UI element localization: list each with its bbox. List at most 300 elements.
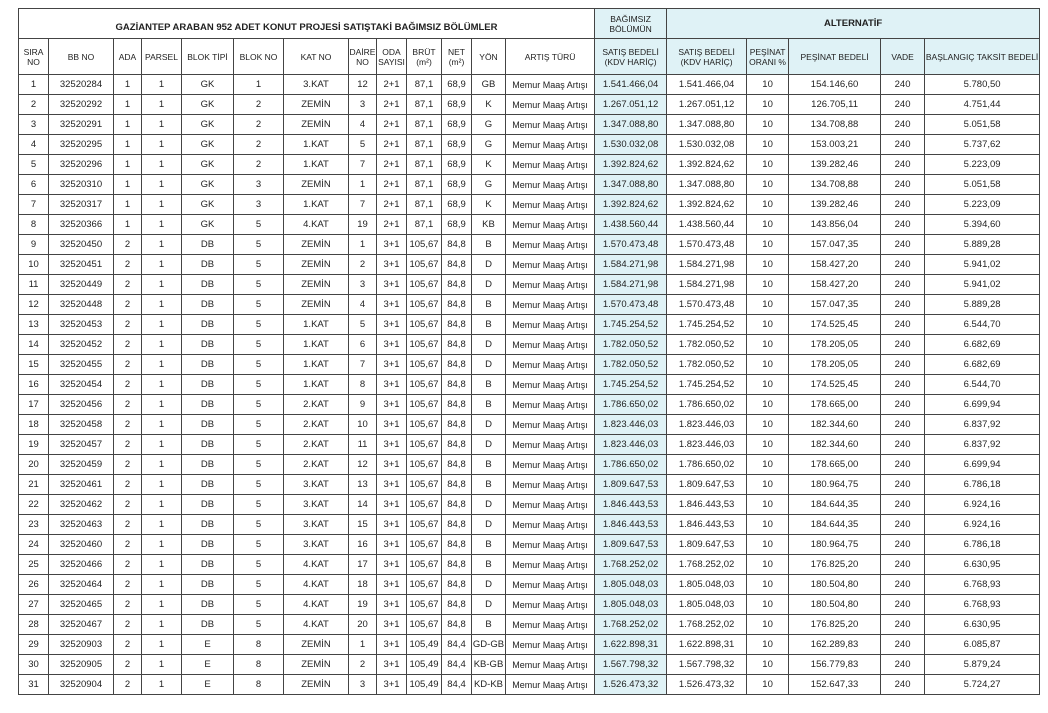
cell-pesinat-bedeli: 174.525,45: [789, 375, 881, 395]
cell-ada: 2: [114, 595, 142, 615]
cell-vade: 240: [881, 195, 925, 215]
cell-satis-bedeli: 1.745.254,52: [595, 375, 667, 395]
cell-bb-no: 32520905: [49, 655, 114, 675]
column-header-net: NET (m²): [442, 39, 472, 75]
cell-pesinat-bedeli: 182.344,60: [789, 415, 881, 435]
table-row: [19, 215, 1040, 235]
cell-bb-no: 32520457: [49, 435, 114, 455]
cell-ada: 1: [114, 135, 142, 155]
cell-sira-no: 4: [19, 135, 49, 155]
cell-kat-no: 1.KAT: [284, 135, 349, 155]
cell-yon: D: [472, 575, 506, 595]
cell-daire-no: 4: [349, 295, 377, 315]
cell-net: 84,8: [442, 335, 472, 355]
cell-yon: B: [472, 315, 506, 335]
cell-oda-sayisi: 3+1: [377, 435, 407, 455]
cell-yon: KB: [472, 215, 506, 235]
cell-blok-no: 5: [234, 495, 284, 515]
table-row: [19, 375, 1040, 395]
cell-blok-tipi: DB: [182, 415, 234, 435]
cell-baslangic-taksit: 6.544,70: [925, 375, 1040, 395]
alternative-header: ALTERNATİF: [667, 9, 1040, 39]
cell-blok-no: 8: [234, 675, 284, 695]
cell-baslangic-taksit: 4.751,44: [925, 95, 1040, 115]
cell-artis-turu: Memur Maaş Artışı: [506, 315, 595, 335]
cell-pesinat-orani: 10: [747, 335, 789, 355]
cell-artis-turu: Memur Maaş Artışı: [506, 155, 595, 175]
cell-daire-no: 1: [349, 235, 377, 255]
cell-ada: 2: [114, 495, 142, 515]
cell-blok-no: 5: [234, 535, 284, 555]
cell-parsel: 1: [142, 175, 182, 195]
cell-baslangic-taksit: 6.837,92: [925, 415, 1040, 435]
column-header-yon: YÖN: [472, 39, 506, 75]
cell-bb-no: 32520366: [49, 215, 114, 235]
cell-vade: 240: [881, 215, 925, 235]
cell-pesinat-orani: 10: [747, 595, 789, 615]
cell-satis-bedeli: 1.541.466,04: [595, 75, 667, 95]
cell-blok-tipi: GK: [182, 115, 234, 135]
table-row: [19, 615, 1040, 635]
cell-kat-no: 2.KAT: [284, 395, 349, 415]
cell-brut: 87,1: [407, 95, 442, 115]
cell-baslangic-taksit: 6.630,95: [925, 555, 1040, 575]
cell-baslangic-taksit: 6.837,92: [925, 435, 1040, 455]
cell-parsel: 1: [142, 335, 182, 355]
cell-daire-no: 3: [349, 675, 377, 695]
cell-vade: 240: [881, 435, 925, 455]
cell-pesinat-bedeli: 180.504,80: [789, 575, 881, 595]
cell-pesinat-orani: 10: [747, 95, 789, 115]
cell-daire-no: 2: [349, 255, 377, 275]
cell-brut: 105,67: [407, 415, 442, 435]
cell-satis-bedeli: 1.823.446,03: [595, 435, 667, 455]
cell-ada: 2: [114, 475, 142, 495]
cell-bb-no: 32520296: [49, 155, 114, 175]
cell-baslangic-taksit: 5.737,62: [925, 135, 1040, 155]
cell-blok-no: 3: [234, 195, 284, 215]
cell-alt-satis-bedeli: 1.745.254,52: [667, 315, 747, 335]
cell-yon: B: [472, 615, 506, 635]
cell-net: 84,8: [442, 535, 472, 555]
cell-brut: 105,67: [407, 295, 442, 315]
cell-satis-bedeli: 1.570.473,48: [595, 295, 667, 315]
cell-brut: 87,1: [407, 175, 442, 195]
cell-bb-no: 32520452: [49, 335, 114, 355]
cell-daire-no: 11: [349, 435, 377, 455]
cell-oda-sayisi: 2+1: [377, 215, 407, 235]
cell-satis-bedeli: 1.786.650,02: [595, 455, 667, 475]
cell-oda-sayisi: 3+1: [377, 255, 407, 275]
cell-net: 68,9: [442, 95, 472, 115]
cell-blok-tipi: DB: [182, 515, 234, 535]
cell-artis-turu: Memur Maaş Artışı: [506, 475, 595, 495]
cell-kat-no: ZEMİN: [284, 655, 349, 675]
cell-net: 68,9: [442, 215, 472, 235]
cell-satis-bedeli: 1.567.798,32: [595, 655, 667, 675]
cell-ada: 1: [114, 95, 142, 115]
cell-net: 68,9: [442, 115, 472, 135]
cell-bb-no: 32520458: [49, 415, 114, 435]
cell-kat-no: ZEMİN: [284, 115, 349, 135]
cell-brut: 105,67: [407, 575, 442, 595]
cell-artis-turu: Memur Maaş Artışı: [506, 355, 595, 375]
cell-ada: 1: [114, 215, 142, 235]
cell-net: 84,8: [442, 475, 472, 495]
cell-oda-sayisi: 3+1: [377, 675, 407, 695]
cell-blok-tipi: DB: [182, 295, 234, 315]
cell-oda-sayisi: 3+1: [377, 595, 407, 615]
cell-pesinat-orani: 10: [747, 535, 789, 555]
cell-brut: 105,67: [407, 235, 442, 255]
cell-pesinat-orani: 10: [747, 675, 789, 695]
cell-bb-no: 32520448: [49, 295, 114, 315]
table-row: [19, 175, 1040, 195]
cell-pesinat-orani: 10: [747, 255, 789, 275]
cell-bb-no: 32520465: [49, 595, 114, 615]
cell-bb-no: 32520455: [49, 355, 114, 375]
cell-brut: 105,67: [407, 455, 442, 475]
cell-vade: 240: [881, 295, 925, 315]
cell-pesinat-orani: 10: [747, 495, 789, 515]
cell-pesinat-bedeli: 176.825,20: [789, 615, 881, 635]
table-row: [19, 455, 1040, 475]
cell-vade: 240: [881, 375, 925, 395]
cell-brut: 87,1: [407, 135, 442, 155]
cell-baslangic-taksit: 6.630,95: [925, 615, 1040, 635]
cell-parsel: 1: [142, 555, 182, 575]
cell-pesinat-orani: 10: [747, 155, 789, 175]
cell-oda-sayisi: 3+1: [377, 495, 407, 515]
table-row: [19, 335, 1040, 355]
cell-blok-no: 5: [234, 555, 284, 575]
cell-blok-tipi: DB: [182, 495, 234, 515]
cell-baslangic-taksit: 6.699,94: [925, 455, 1040, 475]
table-row: [19, 435, 1040, 455]
cell-yon: KB-GB: [472, 655, 506, 675]
cell-bb-no: 32520295: [49, 135, 114, 155]
cell-daire-no: 19: [349, 215, 377, 235]
column-header-sira-no: SIRA NO: [19, 39, 49, 75]
table-row: [19, 415, 1040, 435]
cell-vade: 240: [881, 235, 925, 255]
cell-parsel: 1: [142, 615, 182, 635]
cell-pesinat-orani: 10: [747, 175, 789, 195]
cell-oda-sayisi: 3+1: [377, 615, 407, 635]
cell-vade: 240: [881, 515, 925, 535]
cell-ada: 2: [114, 315, 142, 335]
cell-pesinat-orani: 10: [747, 575, 789, 595]
cell-ada: 2: [114, 515, 142, 535]
cell-parsel: 1: [142, 395, 182, 415]
cell-satis-bedeli: 1.745.254,52: [595, 315, 667, 335]
cell-kat-no: 1.KAT: [284, 315, 349, 335]
cell-net: 84,4: [442, 635, 472, 655]
cell-kat-no: 2.KAT: [284, 415, 349, 435]
cell-sira-no: 28: [19, 615, 49, 635]
cell-artis-turu: Memur Maaş Artışı: [506, 415, 595, 435]
table-row: [19, 275, 1040, 295]
cell-pesinat-orani: 10: [747, 455, 789, 475]
table-row: [19, 555, 1040, 575]
cell-satis-bedeli: 1.768.252,02: [595, 615, 667, 635]
cell-pesinat-bedeli: 178.665,00: [789, 395, 881, 415]
cell-blok-no: 5: [234, 415, 284, 435]
cell-daire-no: 3: [349, 95, 377, 115]
cell-sira-no: 5: [19, 155, 49, 175]
cell-ada: 2: [114, 455, 142, 475]
cell-artis-turu: Memur Maaş Artışı: [506, 575, 595, 595]
cell-kat-no: 3.KAT: [284, 475, 349, 495]
cell-daire-no: 9: [349, 395, 377, 415]
cell-net: 84,8: [442, 415, 472, 435]
cell-satis-bedeli: 1.392.824,62: [595, 195, 667, 215]
cell-sira-no: 24: [19, 535, 49, 555]
cell-alt-satis-bedeli: 1.570.473,48: [667, 235, 747, 255]
cell-ada: 1: [114, 175, 142, 195]
cell-sira-no: 10: [19, 255, 49, 275]
cell-baslangic-taksit: 6.768,93: [925, 595, 1040, 615]
cell-bb-no: 32520467: [49, 615, 114, 635]
cell-pesinat-bedeli: 154.146,60: [789, 75, 881, 95]
cell-vade: 240: [881, 355, 925, 375]
cell-yon: B: [472, 375, 506, 395]
cell-artis-turu: Memur Maaş Artışı: [506, 335, 595, 355]
cell-baslangic-taksit: 6.924,16: [925, 515, 1040, 535]
cell-artis-turu: Memur Maaş Artışı: [506, 495, 595, 515]
cell-blok-no: 2: [234, 95, 284, 115]
cell-blok-no: 5: [234, 315, 284, 335]
cell-blok-no: 2: [234, 115, 284, 135]
cell-blok-no: 5: [234, 515, 284, 535]
cell-oda-sayisi: 3+1: [377, 295, 407, 315]
cell-pesinat-orani: 10: [747, 635, 789, 655]
cell-pesinat-bedeli: 139.282,46: [789, 195, 881, 215]
table-row: [19, 135, 1040, 155]
cell-bb-no: 32520291: [49, 115, 114, 135]
cell-pesinat-orani: 10: [747, 355, 789, 375]
independent-unit-header: BAĞIMSIZ BÖLÜMÜN: [595, 9, 667, 39]
cell-bb-no: 32520456: [49, 395, 114, 415]
cell-vade: 240: [881, 115, 925, 135]
cell-daire-no: 10: [349, 415, 377, 435]
cell-satis-bedeli: 1.584.271,98: [595, 275, 667, 295]
cell-ada: 1: [114, 75, 142, 95]
cell-parsel: 1: [142, 575, 182, 595]
cell-artis-turu: Memur Maaş Artışı: [506, 595, 595, 615]
cell-ada: 2: [114, 275, 142, 295]
cell-pesinat-bedeli: 184.644,35: [789, 515, 881, 535]
cell-sira-no: 18: [19, 415, 49, 435]
cell-daire-no: 16: [349, 535, 377, 555]
cell-parsel: 1: [142, 75, 182, 95]
cell-brut: 87,1: [407, 195, 442, 215]
cell-blok-no: 1: [234, 75, 284, 95]
cell-alt-satis-bedeli: 1.570.473,48: [667, 295, 747, 315]
cell-vade: 240: [881, 155, 925, 175]
cell-ada: 2: [114, 655, 142, 675]
column-header-kat-no: KAT NO: [284, 39, 349, 75]
table-row: [19, 355, 1040, 375]
cell-oda-sayisi: 2+1: [377, 175, 407, 195]
cell-daire-no: 8: [349, 375, 377, 395]
cell-blok-no: 5: [234, 335, 284, 355]
cell-pesinat-orani: 10: [747, 475, 789, 495]
cell-daire-no: 5: [349, 135, 377, 155]
cell-alt-satis-bedeli: 1.530.032,08: [667, 135, 747, 155]
cell-oda-sayisi: 3+1: [377, 655, 407, 675]
cell-daire-no: 6: [349, 335, 377, 355]
cell-pesinat-bedeli: 126.705,11: [789, 95, 881, 115]
cell-brut: 105,67: [407, 615, 442, 635]
cell-parsel: 1: [142, 115, 182, 135]
cell-kat-no: ZEMİN: [284, 255, 349, 275]
cell-artis-turu: Memur Maaş Artışı: [506, 455, 595, 475]
cell-alt-satis-bedeli: 1.347.088,80: [667, 175, 747, 195]
column-header-vade: VADE: [881, 39, 925, 75]
cell-net: 84,8: [442, 375, 472, 395]
cell-pesinat-bedeli: 178.205,05: [789, 335, 881, 355]
cell-sira-no: 13: [19, 315, 49, 335]
cell-blok-tipi: DB: [182, 395, 234, 415]
cell-net: 68,9: [442, 75, 472, 95]
cell-oda-sayisi: 2+1: [377, 135, 407, 155]
cell-pesinat-bedeli: 157.047,35: [789, 235, 881, 255]
cell-kat-no: 1.KAT: [284, 375, 349, 395]
column-header-bb-no: BB NO: [49, 39, 114, 75]
cell-yon: G: [472, 175, 506, 195]
cell-ada: 2: [114, 435, 142, 455]
cell-sira-no: 31: [19, 675, 49, 695]
cell-kat-no: 3.KAT: [284, 515, 349, 535]
cell-pesinat-orani: 10: [747, 515, 789, 535]
cell-vade: 240: [881, 595, 925, 615]
cell-blok-tipi: GK: [182, 155, 234, 175]
cell-oda-sayisi: 2+1: [377, 95, 407, 115]
cell-alt-satis-bedeli: 1.347.088,80: [667, 115, 747, 135]
cell-bb-no: 32520461: [49, 475, 114, 495]
cell-sira-no: 3: [19, 115, 49, 135]
cell-vade: 240: [881, 395, 925, 415]
cell-alt-satis-bedeli: 1.438.560,44: [667, 215, 747, 235]
column-header-satis-bedeli: SATIŞ BEDELİ (KDV HARİÇ): [595, 39, 667, 75]
cell-net: 84,8: [442, 435, 472, 455]
cell-yon: G: [472, 115, 506, 135]
cell-kat-no: 3.KAT: [284, 535, 349, 555]
cell-alt-satis-bedeli: 1.782.050,52: [667, 335, 747, 355]
cell-ada: 2: [114, 375, 142, 395]
cell-yon: D: [472, 275, 506, 295]
cell-ada: 2: [114, 235, 142, 255]
cell-net: 84,8: [442, 235, 472, 255]
cell-yon: GB: [472, 75, 506, 95]
cell-bb-no: 32520460: [49, 535, 114, 555]
cell-parsel: 1: [142, 95, 182, 115]
table-row: [19, 115, 1040, 135]
cell-blok-no: 5: [234, 395, 284, 415]
cell-blok-tipi: E: [182, 675, 234, 695]
cell-yon: K: [472, 155, 506, 175]
table-row: [19, 395, 1040, 415]
cell-kat-no: 3.KAT: [284, 75, 349, 95]
cell-pesinat-bedeli: 139.282,46: [789, 155, 881, 175]
cell-vade: 240: [881, 635, 925, 655]
cell-vade: 240: [881, 315, 925, 335]
cell-yon: D: [472, 515, 506, 535]
cell-baslangic-taksit: 5.051,58: [925, 115, 1040, 135]
cell-yon: D: [472, 355, 506, 375]
cell-alt-satis-bedeli: 1.584.271,98: [667, 255, 747, 275]
cell-parsel: 1: [142, 535, 182, 555]
cell-daire-no: 7: [349, 195, 377, 215]
cell-vade: 240: [881, 495, 925, 515]
cell-satis-bedeli: 1.823.446,03: [595, 415, 667, 435]
cell-yon: B: [472, 535, 506, 555]
cell-oda-sayisi: 3+1: [377, 535, 407, 555]
cell-oda-sayisi: 3+1: [377, 415, 407, 435]
cell-blok-tipi: DB: [182, 355, 234, 375]
cell-baslangic-taksit: 6.085,87: [925, 635, 1040, 655]
cell-sira-no: 27: [19, 595, 49, 615]
cell-brut: 105,49: [407, 655, 442, 675]
table-row: [19, 535, 1040, 555]
cell-satis-bedeli: 1.846.443,53: [595, 495, 667, 515]
cell-blok-no: 5: [234, 375, 284, 395]
cell-vade: 240: [881, 555, 925, 575]
cell-artis-turu: Memur Maaş Artışı: [506, 95, 595, 115]
cell-parsel: 1: [142, 235, 182, 255]
column-header-pesinat-orani: PEŞİNAT ORANI %: [747, 39, 789, 75]
cell-brut: 105,67: [407, 435, 442, 455]
cell-satis-bedeli: 1.438.560,44: [595, 215, 667, 235]
cell-alt-satis-bedeli: 1.823.446,03: [667, 415, 747, 435]
cell-brut: 105,67: [407, 395, 442, 415]
cell-alt-satis-bedeli: 1.823.446,03: [667, 435, 747, 455]
column-header-oda-sayisi: ODA SAYISI: [377, 39, 407, 75]
cell-oda-sayisi: 3+1: [377, 455, 407, 475]
table-row: [19, 475, 1040, 495]
cell-oda-sayisi: 2+1: [377, 75, 407, 95]
cell-artis-turu: Memur Maaş Artışı: [506, 535, 595, 555]
cell-bb-no: 32520284: [49, 75, 114, 95]
cell-daire-no: 5: [349, 315, 377, 335]
cell-baslangic-taksit: 6.924,16: [925, 495, 1040, 515]
cell-kat-no: 2.KAT: [284, 435, 349, 455]
cell-ada: 2: [114, 335, 142, 355]
cell-yon: K: [472, 95, 506, 115]
cell-kat-no: 4.KAT: [284, 575, 349, 595]
cell-kat-no: 1.KAT: [284, 335, 349, 355]
cell-oda-sayisi: 3+1: [377, 635, 407, 655]
cell-pesinat-orani: 10: [747, 555, 789, 575]
cell-pesinat-orani: 10: [747, 195, 789, 215]
cell-yon: D: [472, 415, 506, 435]
cell-blok-tipi: DB: [182, 575, 234, 595]
cell-yon: GD-GB: [472, 635, 506, 655]
cell-ada: 2: [114, 675, 142, 695]
cell-blok-no: 5: [234, 235, 284, 255]
cell-blok-no: 5: [234, 615, 284, 635]
cell-baslangic-taksit: 6.699,94: [925, 395, 1040, 415]
cell-ada: 2: [114, 355, 142, 375]
cell-pesinat-bedeli: 156.779,83: [789, 655, 881, 675]
cell-daire-no: 2: [349, 655, 377, 675]
cell-parsel: 1: [142, 155, 182, 175]
cell-daire-no: 1: [349, 175, 377, 195]
cell-kat-no: ZEMİN: [284, 675, 349, 695]
cell-pesinat-bedeli: 174.525,45: [789, 315, 881, 335]
cell-parsel: 1: [142, 255, 182, 275]
